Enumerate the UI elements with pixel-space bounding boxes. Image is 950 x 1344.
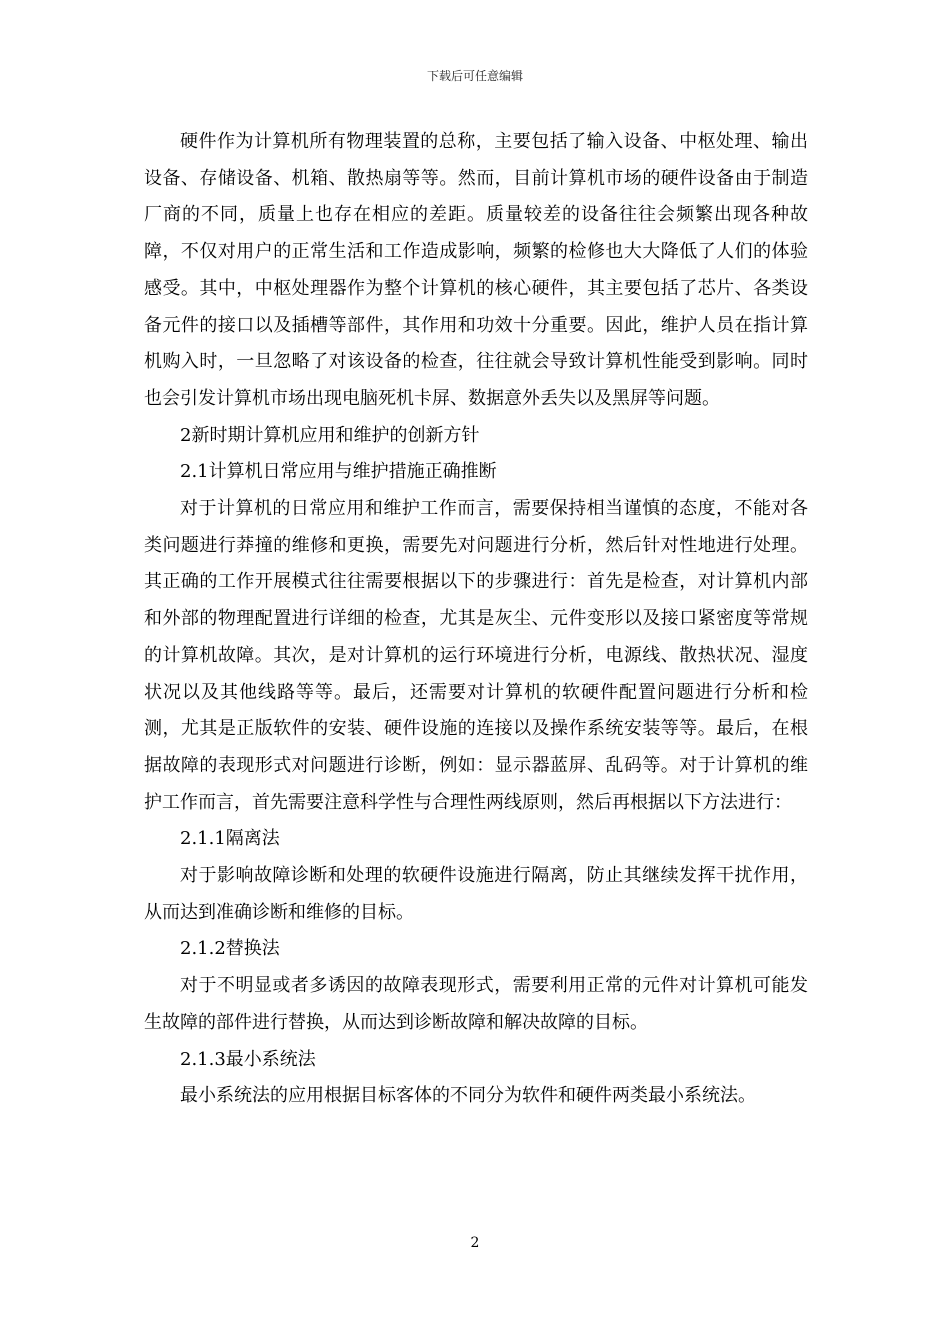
section-heading-2-1-1: 2.1.1隔离法 <box>180 828 280 850</box>
section-heading-2-1-3: 2.1.3最小系统法 <box>180 1048 316 1070</box>
section-heading-2-1-2: 2.1.2替换法 <box>180 938 280 960</box>
paragraph-minimum-system-method: 最小系统法的应用根据目标客体的不同分为软件和硬件两类最小系统法。 <box>180 1085 756 1107</box>
paragraph-hardware-overview: 硬件作为计算机所有物理装置的总称，主要包括了输入设备、中枢处理、输出设备、存储设备、机箱、散热扇等等。然而，目前计算机市场的硬件设备由于制造厂商的不同，质量上也存在相应的差距。质量较差的设备往往会频繁出现各种故障，不仅对用户的正常生活和工作造成影响，频繁的检修也大大降低了人们的体验感受。其中，中枢处理器作为整个计算机的核心硬件，其主要包括了芯片、各类设备元件的接口以及插槽等部件，其作用和功效十分重要。因此，维护人员在指计算机购入时，一旦忽略了对该设备的检查，往往就会导致计算机性能受到影响。同时也会引发计算机市场出现电脑死机卡屏、数据意外丢失以及黑屏等问题。 <box>144 131 808 409</box>
section-heading-2-1: 2.1计算机日常应用与维护措施正确推断 <box>180 461 497 483</box>
paragraph-maintenance-steps: 对于计算机的日常应用和维护工作而言，需要保持相当谨慎的态度，不能对各类问题进行莽撞的维修和更换，需要先对问题进行分析，然后针对性地进行处理。其正确的工作开展模式往往需要根据以下的步骤进行：首先是检查，对计算机内部和外部的物理配置进行详细的检查，尤其是灰尘、元件变形以及接口紧密度等常规的计算机故障。其次，是对计算机的运行环境进行分析，电源线、散热状况、湿度状况以及其他线路等等。最后，还需要对计算机的软硬件配置问题进行分析和检测，尤其是正版软件的安装、硬件设施的连接以及操作系统安装等等。最后，在根据故障的表现形式对问题进行诊断，例如：显示器蓝屏、乱码等。对于计算机的维护工作而言，首先需要注意科学性与合理性两线原则，然后再根据以下方法进行： <box>144 498 808 813</box>
paragraph-replacement-method: 对于不明显或者多诱因的故障表现形式，需要利用正常的元件对计算机可能发生故障的部件进行替换，从而达到诊断故障和解决故障的目标。 <box>144 975 808 1033</box>
page-header: 下载后可任意编辑 <box>426 69 523 83</box>
document-body <box>144 124 808 1115</box>
section-heading-2: 2新时期计算机应用和维护的创新方针 <box>180 424 480 446</box>
page-number: 2 <box>470 1235 480 1251</box>
paragraph-isolation-method: 对于影响故障诊断和处理的软硬件设施进行隔离，防止其继续发挥干扰作用，从而达到准确诊断和维修的目标。 <box>144 865 808 923</box>
